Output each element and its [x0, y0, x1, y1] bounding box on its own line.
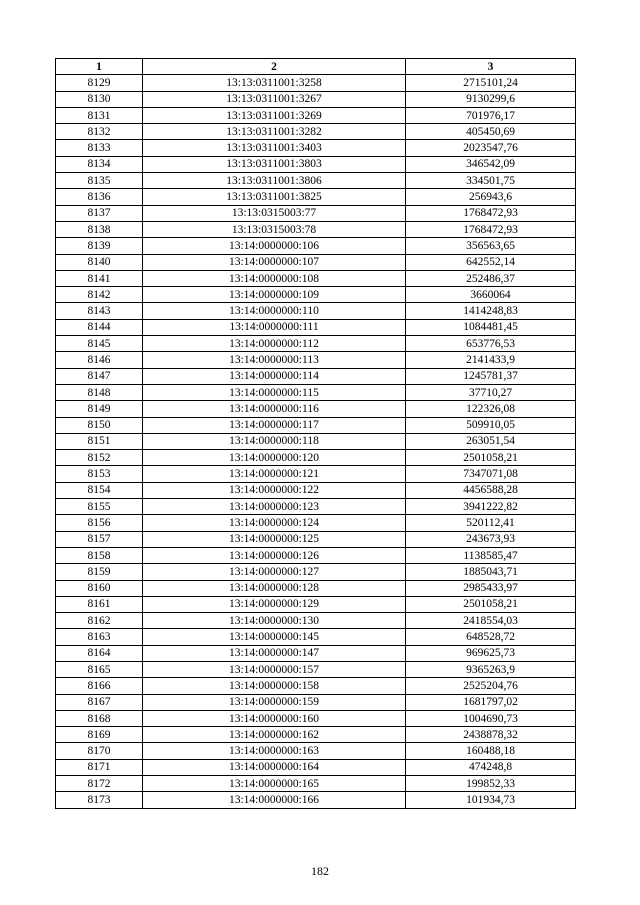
table-row — [56, 727, 576, 743]
row-number-cell: 8159 — [56, 564, 143, 580]
value-cell: 653776,53 — [406, 336, 576, 352]
row-number-cell: 8141 — [56, 270, 143, 286]
table-row — [56, 580, 576, 596]
row-number-cell: 8148 — [56, 384, 143, 400]
row-number-cell: 8165 — [56, 661, 143, 677]
table-row — [56, 156, 576, 172]
table-row — [56, 499, 576, 515]
cadastral-number-cell: 13:14:0000000:127 — [143, 564, 406, 580]
table-row — [56, 124, 576, 140]
table-row — [56, 678, 576, 694]
row-number-cell: 8129 — [56, 75, 143, 91]
row-number-cell: 8160 — [56, 580, 143, 596]
value-cell: 2525204,76 — [406, 678, 576, 694]
row-number-cell: 8146 — [56, 352, 143, 368]
table-row — [56, 140, 576, 156]
row-number-cell: 8169 — [56, 727, 143, 743]
table-row — [56, 173, 576, 189]
table-row — [56, 336, 576, 352]
value-cell: 9365263,9 — [406, 661, 576, 677]
row-number-cell: 8164 — [56, 645, 143, 661]
value-cell: 252486,37 — [406, 270, 576, 286]
header-col-2: 2 — [143, 59, 406, 75]
table-row — [56, 433, 576, 449]
table-row — [56, 661, 576, 677]
row-number-cell: 8131 — [56, 107, 143, 123]
table-row — [56, 792, 576, 808]
value-cell: 101934,73 — [406, 792, 576, 808]
row-number-cell: 8161 — [56, 596, 143, 612]
row-number-cell: 8140 — [56, 254, 143, 270]
cadastral-number-cell: 13:14:0000000:107 — [143, 254, 406, 270]
row-number-cell: 8170 — [56, 743, 143, 759]
table-row — [56, 450, 576, 466]
row-number-cell: 8173 — [56, 792, 143, 808]
row-number-cell: 8139 — [56, 238, 143, 254]
row-number-cell: 8135 — [56, 173, 143, 189]
cadastral-number-cell: 13:13:0311001:3806 — [143, 173, 406, 189]
cadastral-number-cell: 13:14:0000000:118 — [143, 433, 406, 449]
value-cell: 1004690,73 — [406, 710, 576, 726]
row-number-cell: 8152 — [56, 450, 143, 466]
value-cell: 2501058,21 — [406, 450, 576, 466]
table-row — [56, 531, 576, 547]
table-row — [56, 352, 576, 368]
row-number-cell: 8136 — [56, 189, 143, 205]
table-row — [56, 303, 576, 319]
value-cell: 1681797,02 — [406, 694, 576, 710]
table-row — [56, 759, 576, 775]
table-row — [56, 776, 576, 792]
row-number-cell: 8171 — [56, 759, 143, 775]
value-cell: 1768472,93 — [406, 205, 576, 221]
value-cell: 2418554,03 — [406, 613, 576, 629]
table-header — [56, 59, 576, 75]
row-number-cell: 8154 — [56, 482, 143, 498]
value-cell: 520112,41 — [406, 515, 576, 531]
cadastral-number-cell: 13:14:0000000:121 — [143, 466, 406, 482]
cadastral-number-cell: 13:14:0000000:166 — [143, 792, 406, 808]
table-row — [56, 417, 576, 433]
cadastral-number-cell: 13:14:0000000:157 — [143, 661, 406, 677]
table-row — [56, 629, 576, 645]
cadastral-number-cell: 13:14:0000000:122 — [143, 482, 406, 498]
table-row — [56, 743, 576, 759]
cadastral-number-cell: 13:13:0311001:3825 — [143, 189, 406, 205]
row-number-cell: 8155 — [56, 499, 143, 515]
value-cell: 256943,6 — [406, 189, 576, 205]
row-number-cell: 8172 — [56, 776, 143, 792]
row-number-cell: 8149 — [56, 401, 143, 417]
value-cell: 969625,73 — [406, 645, 576, 661]
table-row — [56, 401, 576, 417]
row-number-cell: 8143 — [56, 303, 143, 319]
cadastral-number-cell: 13:14:0000000:128 — [143, 580, 406, 596]
cadastral-number-cell: 13:14:0000000:126 — [143, 547, 406, 563]
cadastral-number-cell: 13:13:0311001:3258 — [143, 75, 406, 91]
table-row — [56, 238, 576, 254]
row-number-cell: 8167 — [56, 694, 143, 710]
value-cell: 1138585,47 — [406, 547, 576, 563]
value-cell: 346542,09 — [406, 156, 576, 172]
cadastral-number-cell: 13:14:0000000:115 — [143, 384, 406, 400]
cadastral-number-cell: 13:14:0000000:108 — [143, 270, 406, 286]
value-cell: 9130299,6 — [406, 91, 576, 107]
row-number-cell: 8157 — [56, 531, 143, 547]
row-number-cell: 8168 — [56, 710, 143, 726]
cadastral-number-cell: 13:14:0000000:106 — [143, 238, 406, 254]
value-cell: 243673,93 — [406, 531, 576, 547]
row-number-cell: 8133 — [56, 140, 143, 156]
value-cell: 509910,05 — [406, 417, 576, 433]
row-number-cell: 8151 — [56, 433, 143, 449]
value-cell: 2501058,21 — [406, 596, 576, 612]
header-col-3: 3 — [406, 59, 576, 75]
value-cell: 701976,17 — [406, 107, 576, 123]
row-number-cell: 8132 — [56, 124, 143, 140]
cadastral-number-cell: 13:14:0000000:117 — [143, 417, 406, 433]
value-cell: 474248,8 — [406, 759, 576, 775]
table-row — [56, 547, 576, 563]
row-number-cell: 8142 — [56, 287, 143, 303]
value-cell: 37710,27 — [406, 384, 576, 400]
value-cell: 7347071,08 — [406, 466, 576, 482]
cadastral-number-cell: 13:14:0000000:159 — [143, 694, 406, 710]
row-number-cell: 8147 — [56, 368, 143, 384]
value-cell: 2141433,9 — [406, 352, 576, 368]
value-cell: 263051,54 — [406, 433, 576, 449]
value-cell: 334501,75 — [406, 173, 576, 189]
table-row — [56, 368, 576, 384]
table-row — [56, 270, 576, 286]
row-number-cell: 8153 — [56, 466, 143, 482]
cadastral-number-cell: 13:14:0000000:163 — [143, 743, 406, 759]
value-cell: 2715101,24 — [406, 75, 576, 91]
value-cell: 1768472,93 — [406, 221, 576, 237]
cadastral-number-cell: 13:13:0311001:3269 — [143, 107, 406, 123]
table-row — [56, 564, 576, 580]
table-body — [56, 75, 576, 808]
row-number-cell: 8158 — [56, 547, 143, 563]
table-row — [56, 613, 576, 629]
row-number-cell: 8130 — [56, 91, 143, 107]
cadastral-number-cell: 13:13:0311001:3282 — [143, 124, 406, 140]
value-cell: 2438878,32 — [406, 727, 576, 743]
value-cell: 1885043,71 — [406, 564, 576, 580]
value-cell: 122326,08 — [406, 401, 576, 417]
table-row — [56, 287, 576, 303]
data-table — [55, 58, 576, 809]
table-row — [56, 466, 576, 482]
value-cell: 1245781,37 — [406, 368, 576, 384]
row-number-cell: 8163 — [56, 629, 143, 645]
value-cell: 642552,14 — [406, 254, 576, 270]
cadastral-number-cell: 13:14:0000000:116 — [143, 401, 406, 417]
cadastral-number-cell: 13:14:0000000:120 — [143, 450, 406, 466]
value-cell: 2985433,97 — [406, 580, 576, 596]
row-number-cell: 8145 — [56, 336, 143, 352]
row-number-cell: 8144 — [56, 319, 143, 335]
table-row — [56, 710, 576, 726]
cadastral-number-cell: 13:14:0000000:111 — [143, 319, 406, 335]
cadastral-number-cell: 13:14:0000000:145 — [143, 629, 406, 645]
table-row — [56, 384, 576, 400]
table-row — [56, 75, 576, 91]
table-row — [56, 91, 576, 107]
table-row — [56, 221, 576, 237]
row-number-cell: 8162 — [56, 613, 143, 629]
page-number: 182 — [311, 864, 329, 878]
cadastral-number-cell: 13:13:0315003:78 — [143, 221, 406, 237]
value-cell: 3660064 — [406, 287, 576, 303]
value-cell: 648528,72 — [406, 629, 576, 645]
header-row — [56, 59, 576, 75]
cadastral-number-cell: 13:14:0000000:112 — [143, 336, 406, 352]
value-cell: 1414248,83 — [406, 303, 576, 319]
value-cell: 2023547,76 — [406, 140, 576, 156]
cadastral-number-cell: 13:14:0000000:164 — [143, 759, 406, 775]
cadastral-number-cell: 13:14:0000000:123 — [143, 499, 406, 515]
table-row — [56, 482, 576, 498]
cadastral-number-cell: 13:14:0000000:162 — [143, 727, 406, 743]
cadastral-number-cell: 13:13:0311001:3403 — [143, 140, 406, 156]
table-row — [56, 694, 576, 710]
row-number-cell: 8150 — [56, 417, 143, 433]
value-cell: 356563,65 — [406, 238, 576, 254]
table-row — [56, 319, 576, 335]
row-number-cell: 8138 — [56, 221, 143, 237]
table-row — [56, 254, 576, 270]
table-row — [56, 189, 576, 205]
cadastral-number-cell: 13:14:0000000:125 — [143, 531, 406, 547]
cadastral-number-cell: 13:14:0000000:114 — [143, 368, 406, 384]
cadastral-number-cell: 13:14:0000000:110 — [143, 303, 406, 319]
cadastral-number-cell: 13:14:0000000:160 — [143, 710, 406, 726]
value-cell: 4456588,28 — [406, 482, 576, 498]
header-col-1: 1 — [56, 59, 143, 75]
cadastral-number-cell: 13:14:0000000:109 — [143, 287, 406, 303]
cadastral-number-cell: 13:13:0311001:3803 — [143, 156, 406, 172]
value-cell: 160488,18 — [406, 743, 576, 759]
cadastral-number-cell: 13:14:0000000:129 — [143, 596, 406, 612]
table-row — [56, 515, 576, 531]
cadastral-number-cell: 13:14:0000000:124 — [143, 515, 406, 531]
row-number-cell: 8137 — [56, 205, 143, 221]
value-cell: 199852,33 — [406, 776, 576, 792]
table-row — [56, 645, 576, 661]
row-number-cell: 8166 — [56, 678, 143, 694]
value-cell: 405450,69 — [406, 124, 576, 140]
cadastral-number-cell: 13:13:0311001:3267 — [143, 91, 406, 107]
cadastral-number-cell: 13:14:0000000:165 — [143, 776, 406, 792]
table-row — [56, 205, 576, 221]
table-row — [56, 596, 576, 612]
row-number-cell: 8156 — [56, 515, 143, 531]
value-cell: 1084481,45 — [406, 319, 576, 335]
row-number-cell: 8134 — [56, 156, 143, 172]
table-row — [56, 107, 576, 123]
cadastral-number-cell: 13:14:0000000:130 — [143, 613, 406, 629]
cadastral-number-cell: 13:14:0000000:113 — [143, 352, 406, 368]
cadastral-number-cell: 13:13:0315003:77 — [143, 205, 406, 221]
value-cell: 3941222,82 — [406, 499, 576, 515]
cadastral-number-cell: 13:14:0000000:147 — [143, 645, 406, 661]
cadastral-number-cell: 13:14:0000000:158 — [143, 678, 406, 694]
